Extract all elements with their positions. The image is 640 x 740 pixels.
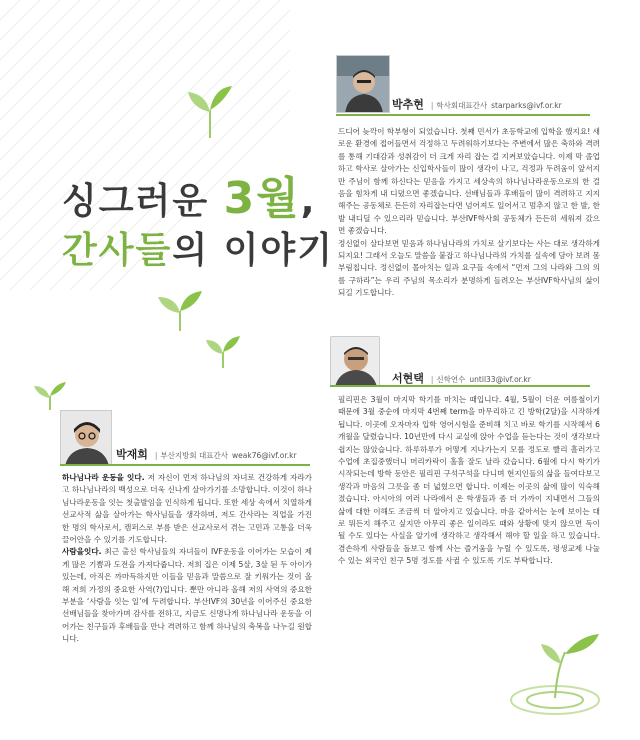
sprout-icon-top	[180, 80, 240, 140]
author-header-2: 서현택 | 신학연수 until33@ivf.or.kr	[392, 372, 531, 385]
author3-text-1: 저 자신이 먼저 하나님의 자녀로 건강하게 자라가고 하나님나라의 백성으로 더욱 신나게 살아가기를 소망합니다. 이것이 하나님나라운동을 잇는 첫출발임을 인식하게 됩니다. 또한 세상 속에서 치열하게 선교사적 삶을 살아가는 학사님들을 생각하며, 저도 간사라는 직업을 가진 한 명의 학사로서, 캠퍼스로 부름 받은 선교사로서 겪는 고민과 고통을 더욱 끌어안을 수 있기를 기도합니다.	[62, 473, 312, 545]
title-line2-accent: 간사들	[62, 230, 173, 271]
author1-paragraph-2: 정신없이 살다보면 믿음과 하나님나라의 가치로 살기보다는 사는 대로 생각하게 되지요! 그래서 오늘도 말씀을 붙잡고 하나님나라의 가치를 실속에 담아 보려 몸부림칩니다. 정신없이 몰아치는 일과 요구들 속에서 “먼저 그의 나라와 그의 의를 구하라”는 우리 주님의 목소리가 분명하게 들려오는 부산IVF학사님의 삶이되길 기도합니다.	[338, 238, 600, 298]
author-name-2: 서현택	[392, 372, 424, 385]
author3-text-2: 최근 출신 학사님들의 자녀들이 IVF운동을 이어가는 모습이 제게 많은 기쁨과 도전을 가져다줍니다. 저희 집은 이제 5살, 3살 된 두 아이가 있는데, 아직은 까마득하지만 이들을 믿음과 말씀으로 잘 키워가는 것이 올해 저희 가정의 중요한 사역(?)입니다. 뿐만 아니라 올해 저의 사역의 중요한 부분을 ‘사람을 잇는 일’에 두려합니다. 부산IVF의 30년을 이어주신 중요한 선배님들을 찾아가며 감사를 전하고, 지금도 신명나게 하나님나라 운동을 이어가는 친구들과 후배들을 만나 격려하고 함께 하나님의 축복을 나누길 원합니다.	[62, 547, 312, 644]
author-role-3: 부산지방회 대표간사	[160, 451, 229, 460]
page-title-line1	[62, 162, 316, 226]
sprout-icon-middle	[150, 283, 210, 333]
divider-3	[60, 464, 310, 466]
author-body-2	[338, 394, 600, 568]
author-header-1: 박추현 | 학사회대표간사 starparks@ivf.or.kr	[392, 98, 562, 111]
author-name-1: 박추현	[392, 98, 424, 111]
divider-2	[330, 385, 590, 387]
author3-lead-2: 사람을잇다.	[62, 547, 102, 557]
title-line1-prefix: 싱그러운	[62, 181, 224, 222]
title-line1-accent: 3월	[223, 173, 301, 224]
author3-paragraph-1	[62, 472, 312, 546]
author-body-3	[62, 472, 312, 646]
page-title-line2	[62, 222, 334, 273]
author-email-2: until33@ivf.or.kr	[469, 375, 531, 384]
title-line2-suffix: 의 이야기	[172, 230, 334, 271]
divider-1	[336, 114, 590, 116]
author-header-3: 박재희 | 부산지방회 대표간사 weak76@ivf.or.kr	[116, 448, 297, 461]
author1-paragraph-1: 드디어 늦깍이 학부형이 되었습니다. 첫째 민서가 초등학교에 입학을 했지요! 새로운 환경에 접어들면서 걱정하고 두려워하기보다는 주변에서 많은 축하와 격려를 통해 기대감과 성취감이 더 크게 자리 잡는 걸 지켜보았습니다. 이제 막 졸업하고 학사로 살아가는 신입학사들이 많이 생각이 나고, 걱정과 두려움이 앞서지만 주님이 함께 하신다는 믿음을 가지고 세상속의 하나님나라운동으로의 한 걸음을 힘차게 내 디뎠으면 좋겠습니다. 선배님들과 후배들이 많이 격려하고 지지해주는 공동체로 든든히 자리잡는다면 넘어져도 일어서고 멈추지 않고 한 발, 한 발 내디딜 수 있으리라 믿습니다. 부산IVF학사회 공동체가 든든히 세워져 갔으면 좋겠습니다.	[338, 127, 600, 236]
author-email-3: weak76@ivf.or.kr	[232, 451, 297, 460]
author-email-1: starparks@ivf.or.kr	[491, 101, 562, 110]
author3-lead-1: 하나님나라 운동을 잇다.	[62, 473, 145, 482]
author3-paragraph-2	[62, 546, 312, 645]
author-photo-2	[330, 336, 380, 386]
author-name-3: 박재희	[116, 448, 148, 461]
author-photo-3	[60, 410, 112, 465]
author-role-1: 학사회대표간사	[436, 101, 488, 110]
sprout-icon-bottom	[505, 630, 615, 720]
sprout-icon-left	[30, 378, 70, 412]
author-photo-1	[336, 55, 390, 113]
author2-paragraph-1: 필리핀은 3월이 마지막 학기를 마치는 때입니다. 4월, 5월이 더운 여름철이기 때문에 3월 중순에 마지막 4번째 term을 마무리하고 긴 방학(2달)을 시작하게 됩니다. 이곳에 오자마자 입학 영어시험을 준비해 치고 바로 학기를 시작해서 6개월을 달렸습니다. 10년만에 다시 교실에 앉아 수업을 듣는다는 것이 생각보다 쉽지는 않았습니다. 하루하루가 어떻게 지나가는지 모를 정도로 빨리 흘러가고 수업에 초집중했더니 머리카락이 홀홀 잘도 날라 갔습니다. 6월에 다시 학기가 시작되는데 방학 동안은 필리핀 구석구석을 다니며 현지인들의 삶을 들여다보고 생각과 마음의 그릇을 좀 더 넓혔으면 합니다. 이제는 이곳의 삶에 많이 익숙해졌습니다. 아시아의 여러 나라에서 온 학생들과 좀 더 가까이 지내면서 그들의 삶에 대한 이해도 조금씩 더 알아지고 있습니다. 마음 같아서는 눈에 보이는 대로 뭐든지 해주고 싶지만 아무리 좋은 일이라도 때와 상황에 맞지 않으면 독이 될 수도 있다는 사실을 알기에 생각하고 생각해서 해야 할 일을 하고 있습니다. 겸손하게 사람들을 돌보고 함께 사는 즐거움을 누릴 수 있도록, 평생교제 나눌 수 있는 외국인 친구 5명 정도를 사귈 수 있도록 기도 부탁합니다.	[338, 395, 600, 566]
author-role-2: 신학연수	[436, 375, 466, 384]
author-body-1	[338, 126, 600, 300]
title-line1-suffix: ,	[300, 181, 317, 222]
sprout-icon-small	[200, 330, 246, 370]
